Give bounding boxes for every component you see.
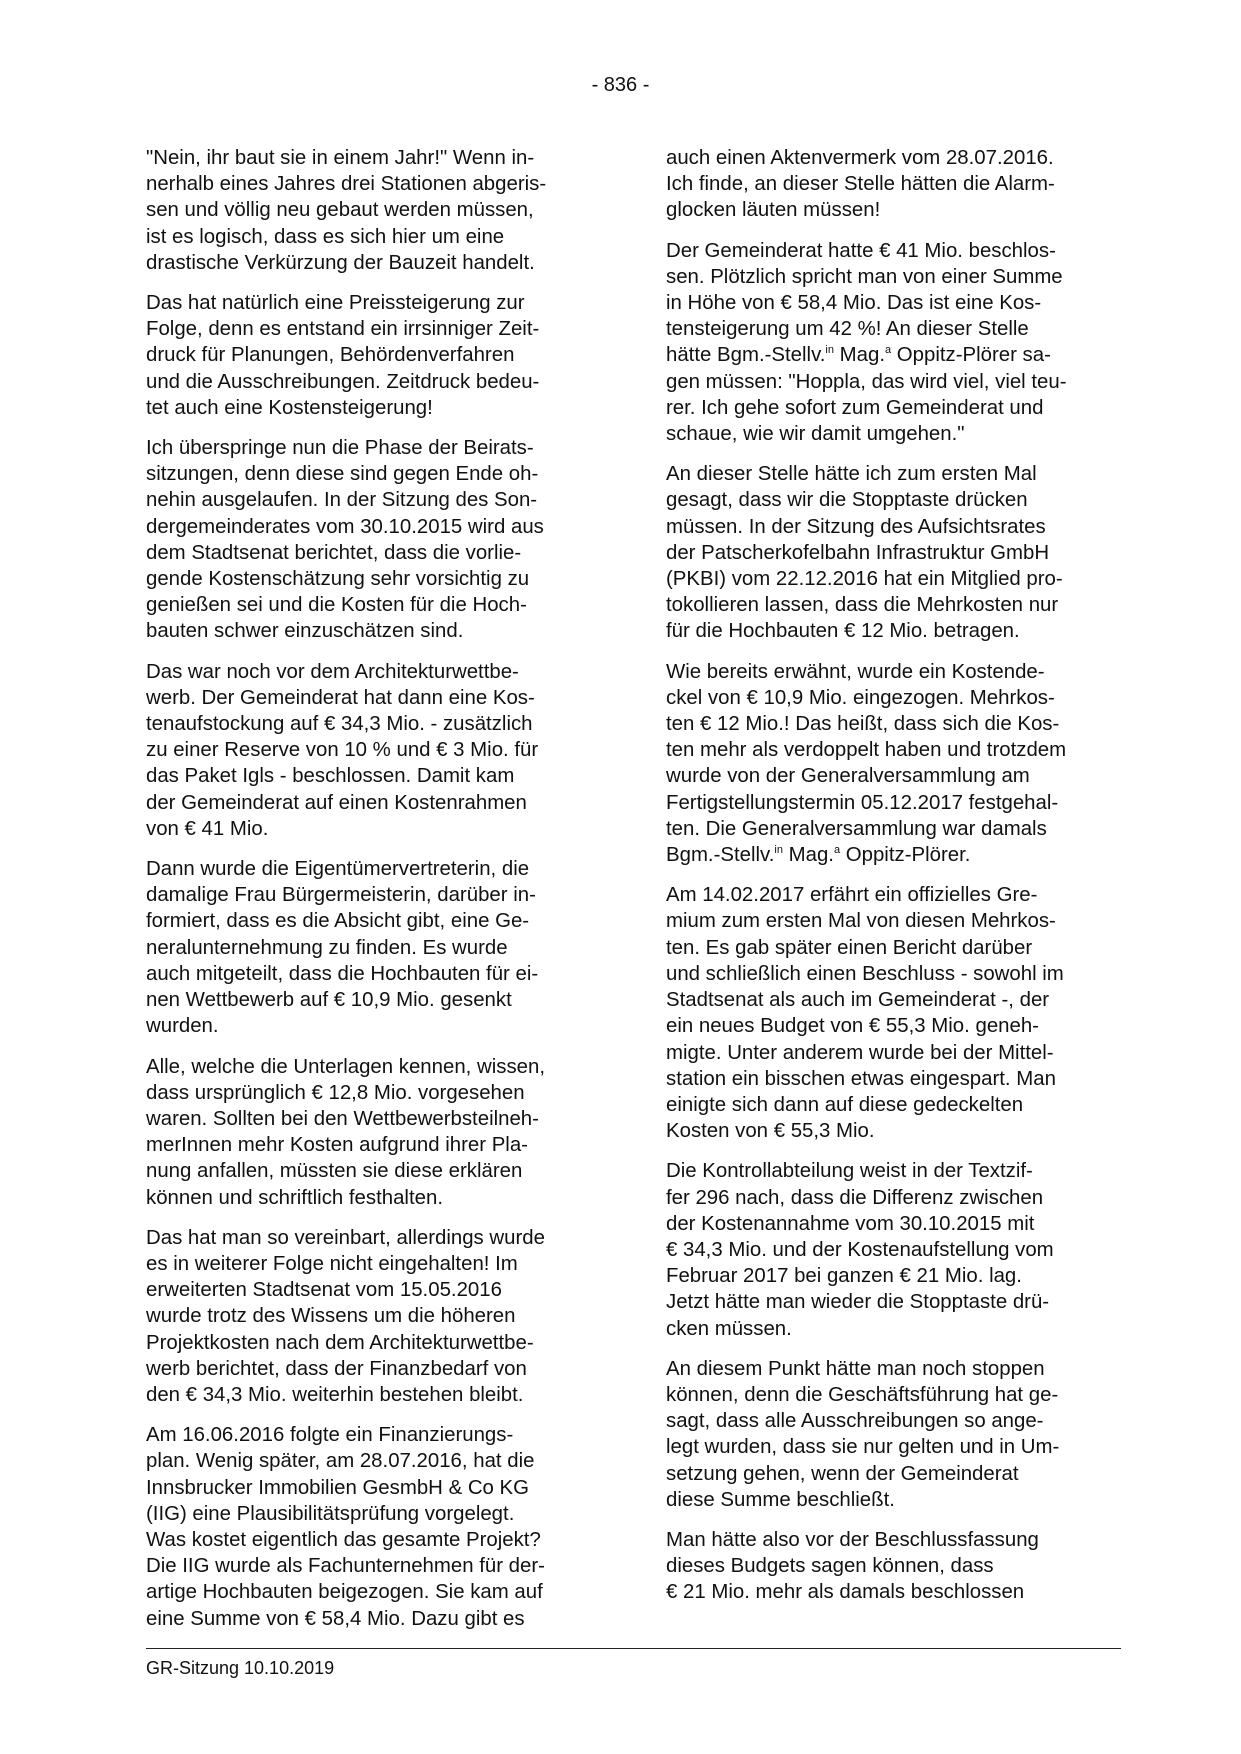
text-line: tokollieren lassen, dass die Mehrkosten nur <box>666 594 1059 617</box>
right-paragraph-2 <box>666 238 1121 448</box>
left-text-column <box>146 145 601 1646</box>
left-paragraph-2 <box>146 290 601 421</box>
text-line: werb. Der Gemeinderat hat dann eine Kos- <box>146 686 535 709</box>
text-line: sagt, dass alle Ausschreibungen so ange- <box>666 1410 1044 1433</box>
text-line: erweiterten Stadtsenat vom 15.05.2016 <box>146 1279 502 1302</box>
text-line: auch einen Aktenvermerk vom 28.07.2016. <box>666 147 1054 169</box>
text-line: der Gemeinderat auf einen Kostenrahmen <box>146 791 527 814</box>
text-line: ten. Es gab später einen Bericht darüber <box>666 936 1033 959</box>
text-line: ten. Die Generalversammlung war damals <box>666 817 1047 840</box>
text-line: dem Stadtsenat berichtet, dass die vorlie- <box>146 541 522 564</box>
text-line: Die Kontrollabteilung weist in der Textzif- <box>666 1160 1033 1183</box>
text-line: mium zum ersten Mal von diesen Mehrkos- <box>666 910 1056 933</box>
right-paragraph-1 <box>666 145 1121 224</box>
text-line: Das hat natürlich eine Preissteigerung zur <box>146 292 525 315</box>
left-paragraph-1 <box>146 145 601 276</box>
text-line: Man hätte also vor der Beschlussfassung <box>666 1528 1039 1551</box>
text-line: können und schriftlich festhalten. <box>146 1186 443 1209</box>
left-paragraph-8 <box>146 1422 601 1632</box>
right-paragraph-3 <box>666 461 1121 644</box>
text-line: Alle, welche die Unterlagen kennen, wissen, <box>146 1055 545 1078</box>
text-line: in Höhe von € 58,4 Mio. Das ist eine Kos- <box>666 292 1042 315</box>
text-line: Das war noch vor dem Architekturwettbe- <box>146 660 519 683</box>
text-line: ein neues Budget von € 55,3 Mio. geneh- <box>666 1015 1039 1038</box>
text-line: der Kostenannahme vom 30.10.2015 mit <box>666 1212 1035 1235</box>
text-line: dergemeinderates vom 30.10.2015 wird aus <box>146 515 544 538</box>
text-line: tenaufstockung auf € 34,3 Mio. - zusätzlich <box>146 713 533 736</box>
text-line: druck für Planungen, Behördenverfahren <box>146 344 515 367</box>
text-line: bauten schwer einzuschätzen sind. <box>146 620 464 643</box>
text-line: Innsbrucker Immobilien GesmbH & Co KG <box>146 1476 530 1499</box>
text-line: Dann wurde die Eigentümervertreterin, die <box>146 858 530 881</box>
right-paragraph-8 <box>666 1527 1121 1606</box>
text-line: migte. Unter anderem wurde bei der Mittel- <box>666 1041 1054 1064</box>
text-line: tet auch eine Kostensteigerung! <box>146 396 433 419</box>
text-line: für die Hochbauten € 12 Mio. betragen. <box>666 620 1020 643</box>
text-line: Die IIG wurde als Fachunternehmen für der- <box>146 1555 545 1578</box>
text-line: einigte sich dann auf diese gedeckelten <box>666 1093 1024 1116</box>
text-line: Stadtsenat als auch im Gemeinderat -, der <box>666 989 1050 1012</box>
text-line: nehin ausgelaufen. In der Sitzung des Son- <box>146 489 538 512</box>
text-line: (PKBI) vom 22.12.2016 hat ein Mitglied pro- <box>666 568 1063 591</box>
text-line: Das hat man so vereinbart, allerdings wurde <box>146 1226 545 1249</box>
text-line: plan. Wenig später, am 28.07.2016, hat die <box>146 1450 535 1473</box>
text-line: hätte Bgm.-Stellv.$^{in}$ Mag.$^a$ Oppitz-Plörer sa- <box>666 344 1051 367</box>
text-line: Projektkosten nach dem Architekturwettbe- <box>146 1331 534 1354</box>
text-line: sen und völlig neu gebaut werden müssen, <box>146 199 534 222</box>
left-paragraph-5 <box>146 856 601 1039</box>
text-line: das Paket Igls - beschlossen. Damit kam <box>146 765 515 788</box>
text-line: An diesem Punkt hätte man noch stoppen <box>666 1357 1045 1380</box>
text-line: und schließlich einen Beschluss - sowohl im <box>666 962 1064 985</box>
text-line: können, denn die Geschäftsführung hat ge- <box>666 1383 1059 1406</box>
text-line: € 21 Mio. mehr als damals beschlossen <box>666 1581 1025 1604</box>
text-line: waren. Sollten bei den Wettbewerbsteilneh- <box>146 1107 539 1130</box>
text-line: € 34,3 Mio. und der Kostenaufstellung vom <box>666 1238 1054 1261</box>
text-line: tensteigerung um 42 %! An dieser Stelle <box>666 318 1029 341</box>
text-line: formiert, dass es die Absicht gibt, eine Ge- <box>146 910 530 933</box>
page-number: - 836 - <box>591 74 650 96</box>
text-line: Ich finde, an dieser Stelle hätten die Alarm- <box>666 173 1055 196</box>
right-paragraph-6 <box>666 1158 1121 1341</box>
text-line: dass ursprünglich € 12,8 Mio. vorgesehen <box>146 1081 525 1104</box>
text-line: genießen sei und die Kosten für die Hoch- <box>146 594 527 617</box>
text-line: rer. Ich gehe sofort zum Gemeinderat und <box>666 396 1044 419</box>
text-line: zu einer Reserve von 10 % und € 3 Mio. für <box>146 739 539 762</box>
text-line: "Nein, ihr baut sie in einem Jahr!" Wenn in- <box>146 147 535 169</box>
text-line: gende Kostenschätzung sehr vorsichtig zu <box>146 568 530 591</box>
text-line: (IIG) eine Plausibilitätsprüfung vorgelegt. <box>146 1502 515 1525</box>
text-line: wurde von der Generalversammlung am <box>666 765 1030 788</box>
text-line: Wie bereits erwähnt, wurde ein Kostende- <box>666 660 1045 683</box>
right-paragraph-4 <box>666 659 1121 869</box>
text-line: ist es logisch, dass es sich hier um eine <box>146 225 505 248</box>
right-paragraph-7 <box>666 1356 1121 1513</box>
text-line: Am 14.02.2017 erfährt ein offizielles Gre- <box>666 884 1038 907</box>
text-line: auch mitgeteilt, dass die Hochbauten für ei- <box>146 962 539 985</box>
text-line: ckel von € 10,9 Mio. eingezogen. Mehrkos- <box>666 686 1055 709</box>
footer-session-date: GR-Sitzung 10.10.2019 <box>146 1658 335 1678</box>
text-line: dieses Budgets sagen können, dass <box>666 1555 994 1578</box>
text-line: cken müssen. <box>666 1317 792 1340</box>
left-paragraph-7 <box>146 1225 601 1408</box>
text-line: fer 296 nach, dass die Differenz zwischen <box>666 1186 1044 1209</box>
text-line: Bgm.-Stellv.$^{in}$ Mag.$^a$ Oppitz-Plörer. <box>666 844 971 867</box>
text-line: Folge, denn es entstand ein irrsinniger Zeit- <box>146 318 540 341</box>
text-line: Was kostet eigentlich das gesamte Projekt? <box>146 1528 541 1551</box>
text-line: Jetzt hätte man wieder die Stopptaste drü- <box>666 1291 1050 1314</box>
text-line: setzung gehen, wenn der Gemeinderat <box>666 1462 1019 1485</box>
text-line: sitzungen, denn diese sind gegen Ende oh- <box>146 463 539 486</box>
text-line: es in weiterer Folge nicht eingehalten! Im <box>146 1252 518 1275</box>
text-line: der Patscherkofelbahn Infrastruktur GmbH <box>666 541 1050 564</box>
text-line: Der Gemeinderat hatte € 41 Mio. beschlos- <box>666 239 1056 262</box>
text-line: glocken läuten müssen! <box>666 199 881 222</box>
text-line: drastische Verkürzung der Bauzeit handelt. <box>146 251 535 274</box>
text-line: gen müssen: "Hoppla, das wird viel, viel teu- <box>666 370 1067 393</box>
text-line: nerhalb eines Jahres drei Stationen abgeris- <box>146 173 547 196</box>
text-line: merInnen mehr Kosten aufgrund ihrer Pla- <box>146 1134 528 1157</box>
text-line: sen. Plötzlich spricht man von einer Summe <box>666 265 1063 288</box>
text-line: nen Wettbewerb auf € 10,9 Mio. gesenkt <box>146 989 512 1012</box>
text-line: nung anfallen, müssten sie diese erklären <box>146 1160 523 1183</box>
right-paragraph-5 <box>666 882 1121 1144</box>
text-line: wurden. <box>146 1015 219 1038</box>
text-line: gesagt, dass wir die Stopptaste drücken <box>666 489 1028 512</box>
left-paragraph-6 <box>146 1054 601 1211</box>
text-line: schaue, wie wir damit umgehen." <box>666 423 965 446</box>
text-line: Februar 2017 bei ganzen € 21 Mio. lag. <box>666 1265 1022 1288</box>
text-line: und die Ausschreibungen. Zeitdruck bedeu- <box>146 370 540 393</box>
text-line: den € 34,3 Mio. weiterhin bestehen bleibt. <box>146 1383 524 1406</box>
text-line: werb berichtet, dass der Finanzbedarf von <box>146 1357 527 1380</box>
text-line: eine Summe von € 58,4 Mio. Dazu gibt es <box>146 1607 525 1630</box>
text-line: Kosten von € 55,3 Mio. <box>666 1120 875 1143</box>
text-line: diese Summe beschließt. <box>666 1488 895 1511</box>
left-paragraph-4 <box>146 659 601 842</box>
text-line: Am 16.06.2016 folgte ein Finanzierungs- <box>146 1424 514 1447</box>
text-line: müssen. In der Sitzung des Aufsichtsrates <box>666 515 1046 538</box>
text-line: ten mehr als verdoppelt haben und trotzdem <box>666 739 1067 762</box>
text-line: von € 41 Mio. <box>146 817 269 840</box>
text-line: station ein bisschen etwas eingespart. Man <box>666 1067 1056 1090</box>
footer-divider <box>146 1648 1121 1649</box>
text-line: An dieser Stelle hätte ich zum ersten Mal <box>666 463 1037 486</box>
text-line: legt wurden, dass sie nur gelten und in Um- <box>666 1436 1060 1459</box>
text-line: Ich überspringe nun die Phase der Beirats- <box>146 437 534 460</box>
text-line: ten € 12 Mio.! Das heißt, dass sich die Kos- <box>666 713 1060 736</box>
text-line: neralunternehmung zu finden. Es wurde <box>146 936 508 959</box>
right-text-column <box>666 145 1121 1620</box>
text-line: Fertigstellungstermin 05.12.2017 festgehal- <box>666 791 1059 814</box>
text-line: artige Hochbauten beigezogen. Sie kam auf <box>146 1581 543 1604</box>
text-line: damalige Frau Bürgermeisterin, darüber in- <box>146 884 536 907</box>
left-paragraph-3 <box>146 435 601 645</box>
text-line: wurde trotz des Wissens um die höheren <box>146 1305 516 1328</box>
